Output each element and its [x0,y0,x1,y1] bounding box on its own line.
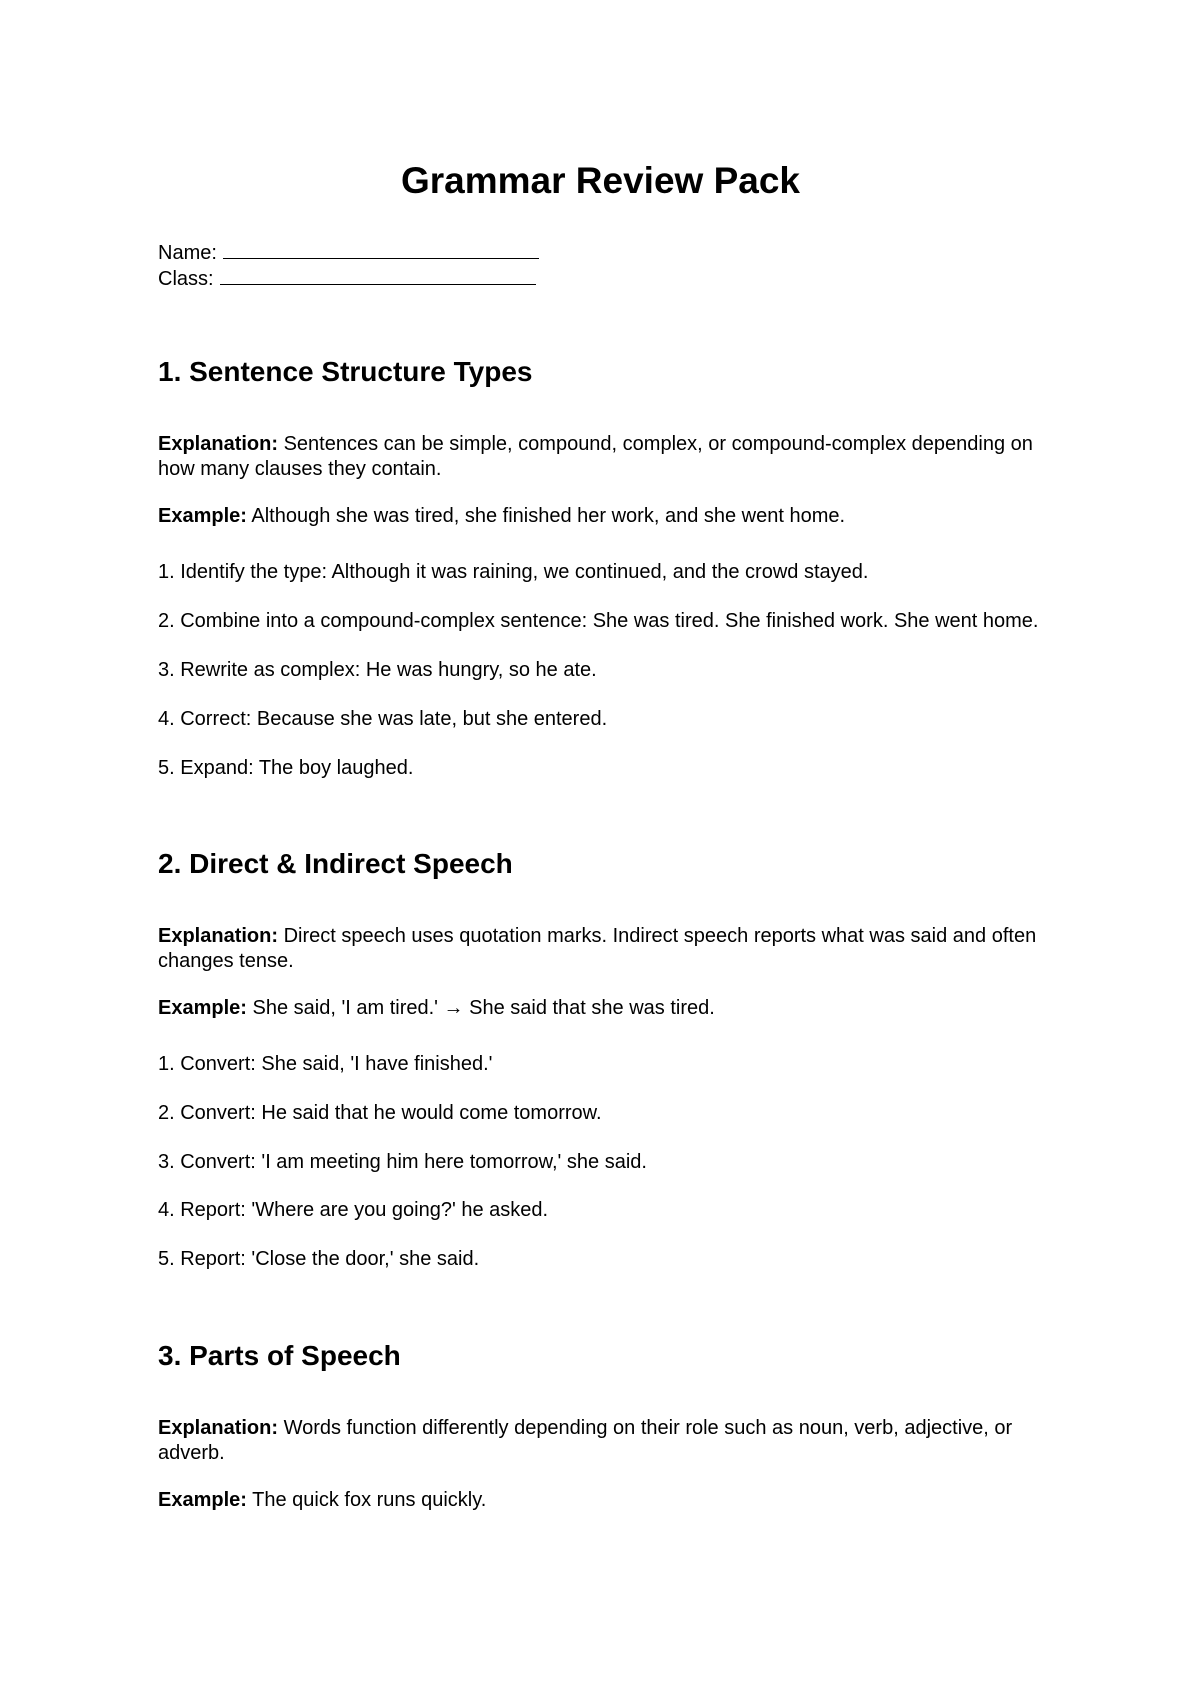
name-blank [223,240,539,259]
question-item: 3. Convert: 'I am meeting him here tomorrow,' she said. [158,1151,647,1173]
example [158,1488,1058,1513]
section-direct-indirect-speech [158,846,1058,882]
example-text: The quick fox runs quickly. [252,1489,487,1511]
question-item: 2. Convert: He said that he would come tomorrow. [158,1102,602,1124]
question-item: 5. Expand: The boy laughed. [158,757,414,779]
question-item: 1. Convert: She said, 'I have finished.' [158,1053,493,1075]
example-text: Although she was tired, she finished her work, and she went home. [251,505,846,527]
name-label: Name: [158,242,217,264]
class-blank [220,266,536,285]
class-field [158,266,539,292]
question-item: 1. Identify the type: Although it was raining, we continued, and the crowd stayed. [158,561,869,583]
example-text: She said, 'I am tired.' → She said that she was tired. [252,997,715,1019]
example [158,504,1058,529]
name-field [158,240,539,266]
explanation-label: Explanation: [158,433,279,455]
section-parts-of-speech [158,1338,1058,1374]
question-item: 5. Report: 'Close the door,' she said. [158,1248,480,1270]
explanation-label: Explanation: [158,1417,279,1439]
explanation-label: Explanation: [158,925,279,947]
example-label: Example: [158,1489,247,1511]
question-item: 4. Report: 'Where are you going?' he asked. [158,1199,549,1221]
section-sentence-structure [158,354,1058,390]
student-fields [158,240,539,292]
explanation [158,432,1058,482]
explanation-text: Words function differently depending on their role such as noun, verb, adjective, or adverb. [158,1417,1013,1464]
question-item: 4. Correct: Because she was late, but she entered. [158,708,608,730]
section-heading: 1. Sentence Structure Types [158,356,533,387]
explanation-text: Direct speech uses quotation marks. Indirect speech reports what was said and often changes tense. [158,925,1037,972]
question-item: 3. Rewrite as complex: He was hungry, so he ate. [158,659,597,681]
section-heading: 3. Parts of Speech [158,1340,401,1371]
explanation-text: Sentences can be simple, compound, complex, or compound-complex depending on how many clauses they contain. [158,433,1033,480]
class-label: Class: [158,268,214,290]
explanation [158,924,1058,974]
page-title: Grammar Review Pack [400,160,800,201]
example-label: Example: [158,505,247,527]
section-heading: 2. Direct & Indirect Speech [158,848,513,879]
example-label: Example: [158,997,247,1019]
explanation [158,1416,1058,1466]
question-item: 2. Combine into a compound-complex sentence: She was tired. She finished work. She went home. [158,610,1039,632]
example [158,996,1058,1021]
